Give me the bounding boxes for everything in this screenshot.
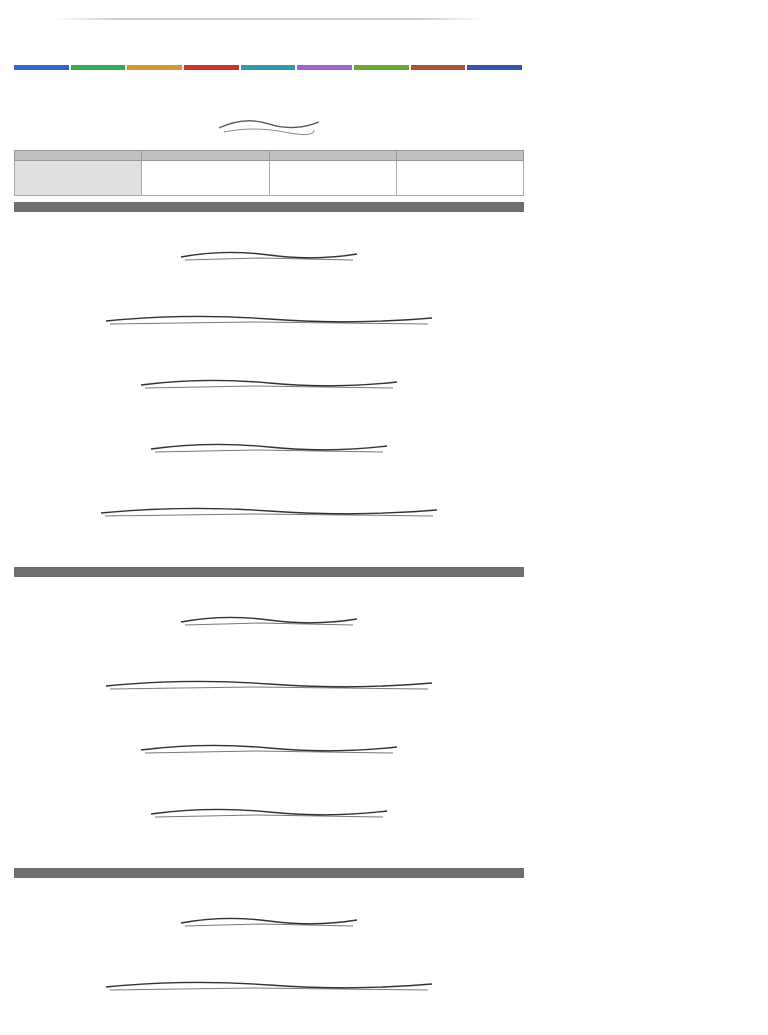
article-entry <box>14 913 524 971</box>
article-entry <box>14 503 524 561</box>
color-swatch <box>411 65 466 70</box>
article-entry <box>14 977 524 1035</box>
entry-heading <box>14 931 524 940</box>
color-swatch <box>14 65 69 70</box>
article-entry <box>14 676 524 734</box>
article-entry <box>14 439 524 497</box>
article-entry <box>14 311 524 369</box>
color-swatch <box>297 65 352 70</box>
entry-text <box>14 339 524 361</box>
table-header-cell <box>396 151 523 161</box>
color-swatch <box>71 65 126 70</box>
page-title <box>14 2 524 16</box>
entry-text <box>14 467 524 489</box>
line-art-illustration-icon <box>149 804 389 820</box>
table-link[interactable] <box>272 186 394 192</box>
entry-heading <box>14 630 524 639</box>
table-header-cell <box>269 151 396 161</box>
page-subtitle <box>14 100 524 112</box>
line-art-illustration-icon <box>179 612 359 628</box>
entry-link[interactable] <box>14 791 524 798</box>
table-cell <box>396 161 523 196</box>
content-sections <box>14 202 524 1035</box>
line-art-illustration-icon <box>149 439 389 455</box>
line-art-illustration-icon <box>104 977 434 993</box>
entry-heading <box>14 995 524 1004</box>
title-divider <box>54 18 484 20</box>
intro-link[interactable] <box>14 139 524 146</box>
entry-link[interactable] <box>14 663 524 670</box>
intro-link[interactable] <box>14 56 524 63</box>
entry-text <box>14 832 524 854</box>
line-art-illustration-icon <box>139 375 399 391</box>
color-swatch <box>241 65 296 70</box>
section-intro <box>14 881 524 903</box>
section-intro <box>14 580 524 602</box>
entry-link[interactable] <box>14 727 524 734</box>
entry-text <box>14 275 524 297</box>
table-header-cell <box>142 151 269 161</box>
line-art-illustration-icon <box>104 311 434 327</box>
table-link[interactable] <box>399 186 521 192</box>
article-entry <box>14 247 524 305</box>
section-heading <box>14 868 524 878</box>
line-art-illustration-icon <box>139 740 399 756</box>
intro-paragraph <box>14 74 524 96</box>
header-illustration-icon <box>214 114 324 136</box>
line-art-illustration-icon <box>99 503 439 519</box>
table-row <box>15 161 524 196</box>
entry-heading <box>14 758 524 767</box>
entry-link[interactable] <box>14 298 524 305</box>
entry-heading <box>14 265 524 274</box>
line-art-illustration-icon <box>179 247 359 263</box>
entry-link[interactable] <box>14 490 524 497</box>
entry-heading <box>14 521 524 530</box>
entry-link[interactable] <box>14 855 524 862</box>
entry-text <box>14 640 524 662</box>
color-swatch <box>127 65 182 70</box>
section-link[interactable] <box>14 238 524 245</box>
color-swatch-row <box>14 65 524 70</box>
line-art-illustration-icon <box>104 676 434 692</box>
entry-heading <box>14 457 524 466</box>
color-swatch <box>467 65 522 70</box>
entry-link[interactable] <box>14 554 524 561</box>
entry-link[interactable] <box>14 964 524 971</box>
entry-heading <box>14 329 524 338</box>
entry-link[interactable] <box>14 1028 524 1035</box>
entry-heading <box>14 694 524 703</box>
entry-link[interactable] <box>14 426 524 433</box>
navigation-table <box>14 150 524 196</box>
article-entry <box>14 804 524 862</box>
entry-text <box>14 704 524 726</box>
article-entry <box>14 612 524 670</box>
table-cell <box>15 161 142 196</box>
line-art-illustration-icon <box>179 913 359 929</box>
entry-heading <box>14 393 524 402</box>
article-entry <box>14 740 524 798</box>
table-link[interactable] <box>144 186 266 192</box>
section-intro <box>14 215 524 237</box>
article-page <box>14 2 524 1035</box>
section-link[interactable] <box>14 603 524 610</box>
entry-text <box>14 531 524 553</box>
table-cell <box>269 161 396 196</box>
table-header-cell <box>15 151 142 161</box>
section-heading <box>14 202 524 212</box>
entry-text <box>14 941 524 963</box>
section-heading <box>14 567 524 577</box>
entry-text <box>14 403 524 425</box>
article-entry <box>14 375 524 433</box>
entry-link[interactable] <box>14 362 524 369</box>
color-swatch <box>184 65 239 70</box>
section-link[interactable] <box>14 904 524 911</box>
table-cell <box>142 161 269 196</box>
table-link[interactable] <box>17 186 139 192</box>
color-swatch <box>354 65 409 70</box>
entry-text <box>14 768 524 790</box>
intro-link[interactable] <box>14 48 524 55</box>
intro-paragraph <box>14 24 524 46</box>
entry-heading <box>14 822 524 831</box>
